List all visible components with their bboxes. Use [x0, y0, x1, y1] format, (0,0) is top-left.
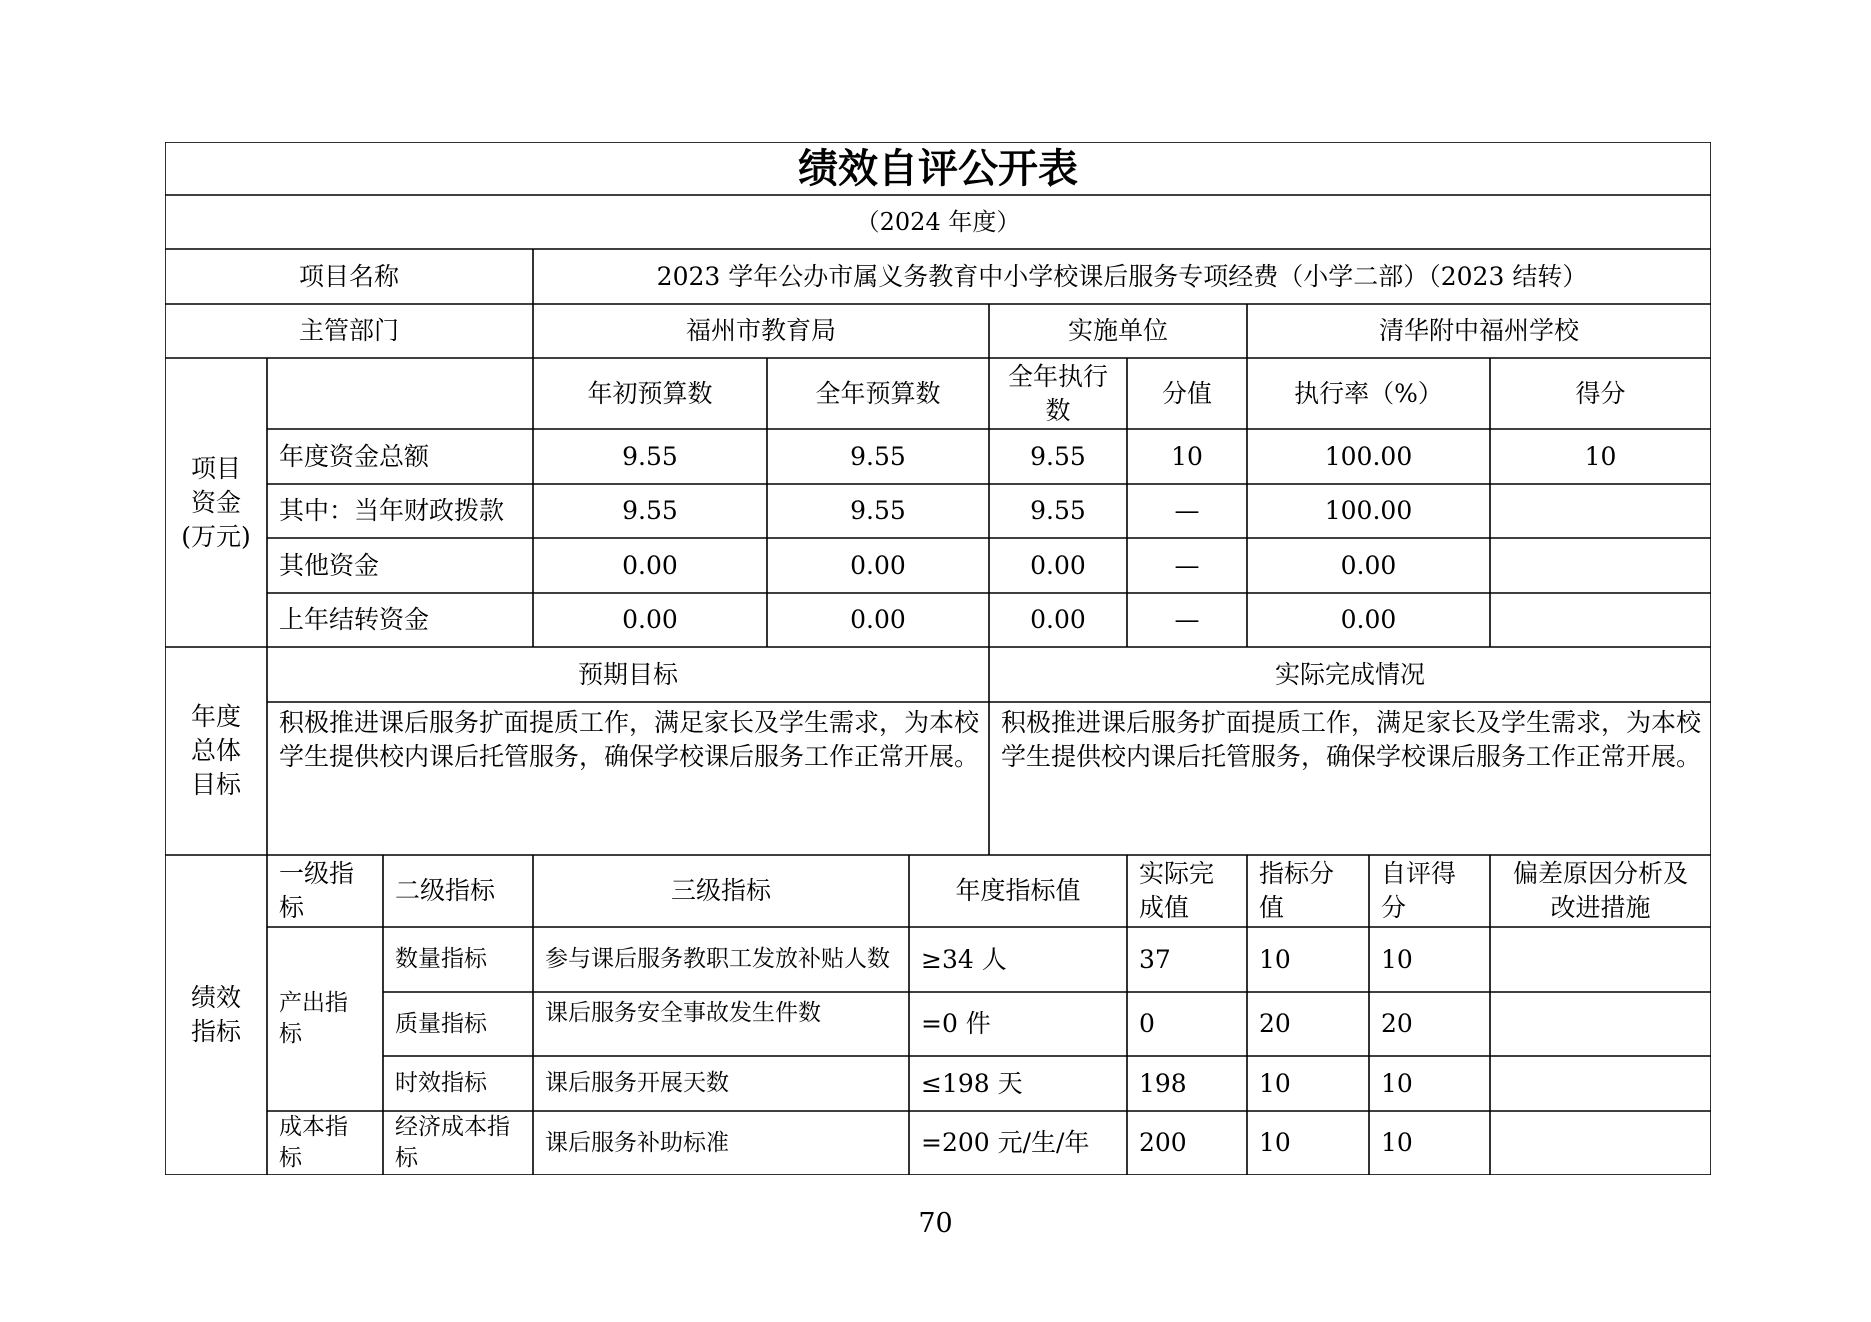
- funds-cell: 0.00: [850, 550, 906, 580]
- unit-label: 实施单位: [1067, 316, 1168, 345]
- ind-header-weight: 指标分 值: [1259, 859, 1335, 922]
- ind-level3: 课后服务开展天数: [545, 1070, 729, 1096]
- funds-cell: 0.00: [1340, 605, 1397, 634]
- ind-header-actual: 实际完 成值: [1139, 859, 1215, 922]
- funds-header-rate: 执行率（%）: [1294, 378, 1443, 408]
- funds-cell: 0.00: [850, 605, 906, 634]
- funds-header-weight: 分值: [1161, 378, 1212, 408]
- ind-actual: 37: [1139, 944, 1171, 974]
- project-name-value: 2023 学年公办市属义务教育中小学校课后服务专项经费（小学二部）（2023 结转）: [656, 261, 1588, 291]
- ind-actual: 198: [1139, 1068, 1187, 1098]
- ind-target: ≥34 人: [921, 944, 1007, 974]
- dept-value: 福州市教育局: [685, 316, 836, 345]
- funds-cell: —: [1174, 496, 1200, 525]
- expected-goal-header: 预期目标: [577, 659, 678, 689]
- funds-cell: 10: [1171, 441, 1203, 471]
- ind-reason: [1490, 927, 1711, 992]
- funds-cell: [1490, 538, 1711, 593]
- funds-cell: 0.00: [622, 550, 678, 580]
- ind-target: ≤198 天: [921, 1068, 1023, 1098]
- funds-cell: —: [1174, 605, 1200, 634]
- funds-cell: 0.00: [1030, 550, 1086, 580]
- ind-header-level3: 三级指标: [670, 876, 771, 905]
- funds-row-label: 年度资金总额: [279, 441, 430, 471]
- ind-score: 10: [1381, 1128, 1413, 1157]
- ind-level2: 时效指标: [395, 1070, 487, 1096]
- expected-goal-text: 积极推进课后服务扩面提质工作，满足家长及学生需求，为本校学生提供校内课后托管服务，确保学校课后服务工作正常开展。: [279, 708, 980, 771]
- ind-weight: 10: [1259, 944, 1291, 974]
- ind-score: 20: [1381, 1009, 1413, 1038]
- funds-cell: 9.55: [1030, 441, 1086, 471]
- dept-label: 主管部门: [298, 316, 399, 345]
- ind-weight: 10: [1259, 1128, 1291, 1157]
- funds-cell: 9.55: [1030, 496, 1086, 525]
- ind-actual: 200: [1139, 1128, 1187, 1157]
- actual-result-text: 积极推进课后服务扩面提质工作，满足家长及学生需求，为本校学生提供校内课后托管服务，确保学校课后服务工作正常开展。: [1001, 708, 1702, 771]
- funds-header-annual-budget: 全年预算数: [815, 378, 941, 408]
- ind-score: 10: [1381, 944, 1413, 974]
- ind-header-target: 年度指标值: [955, 876, 1081, 905]
- funds-row-label: 上年结转资金: [279, 605, 430, 634]
- funds-cell: 9.55: [850, 496, 906, 525]
- indicators-section-label: 绩效 指标: [190, 983, 241, 1046]
- funds-cell: 9.55: [622, 496, 678, 525]
- goals-section-label: 年度 总体 目标: [190, 702, 241, 799]
- funds-cell: 10: [1584, 441, 1617, 471]
- ind-target: =0 件: [921, 1009, 991, 1038]
- ind-level1-output: 产出指 标: [279, 990, 348, 1047]
- ind-weight: 10: [1259, 1068, 1291, 1098]
- funds-row-label: 其他资金: [279, 550, 380, 580]
- funds-header-score: 得分: [1575, 378, 1626, 408]
- funds-cell: 100.00: [1324, 496, 1413, 525]
- ind-level3: 课后服务补助标准: [545, 1129, 729, 1156]
- funds-cell: 9.55: [622, 441, 678, 471]
- ind-level2: 质量指标: [395, 1010, 487, 1037]
- unit-value: 清华附中福州学校: [1378, 316, 1579, 345]
- ind-score: 10: [1381, 1068, 1413, 1098]
- funds-cell: 0.00: [1030, 605, 1086, 634]
- ind-target: =200 元/生/年: [921, 1128, 1090, 1157]
- funds-cell: 0.00: [622, 605, 678, 634]
- ind-reason: [1490, 1111, 1711, 1175]
- funds-cell: 0.00: [1340, 550, 1397, 580]
- ind-header-score: 自评得 分: [1381, 859, 1457, 922]
- funds-row-label: 其中：当年财政拨款: [279, 496, 505, 525]
- ind-weight: 20: [1259, 1009, 1291, 1038]
- ind-level3: 参与课后服务教职工发放补贴人数: [545, 946, 890, 972]
- ind-level2: 数量指标: [395, 946, 487, 972]
- page-title: 绩效自评公开表: [798, 145, 1078, 192]
- ind-actual: 0: [1139, 1009, 1155, 1038]
- ind-level3: 课后服务安全事故发生件数: [545, 1000, 821, 1026]
- actual-result-header: 实际完成情况: [1274, 659, 1425, 689]
- ind-level2: 经济成本指 标: [395, 1114, 510, 1171]
- funds-cell: [1490, 593, 1711, 647]
- ind-header-level1: 一级指 标: [279, 859, 355, 922]
- funds-cell: 9.55: [850, 441, 906, 471]
- funds-header-executed: 全年执行 数: [1007, 361, 1108, 425]
- funds-cell: 100.00: [1324, 441, 1413, 471]
- report-year: （2024 年度）: [855, 208, 1021, 236]
- ind-header-level2: 二级指标: [395, 876, 496, 905]
- funds-section-label: 项目 资金 (万元): [181, 453, 251, 551]
- ind-reason: [1490, 992, 1711, 1056]
- ind-reason: [1490, 1056, 1711, 1111]
- funds-cell: —: [1174, 550, 1200, 580]
- ind-header-reason: 偏差原因分析及 改进措施: [1512, 859, 1688, 922]
- ind-level1-cost: 成本指 标: [279, 1114, 348, 1171]
- page-number: 70: [918, 1208, 953, 1239]
- funds-cell: [1490, 484, 1711, 538]
- performance-table: [165, 142, 1711, 1175]
- project-name-label: 项目名称: [298, 261, 399, 291]
- funds-header-initial-budget: 年初预算数: [587, 378, 713, 408]
